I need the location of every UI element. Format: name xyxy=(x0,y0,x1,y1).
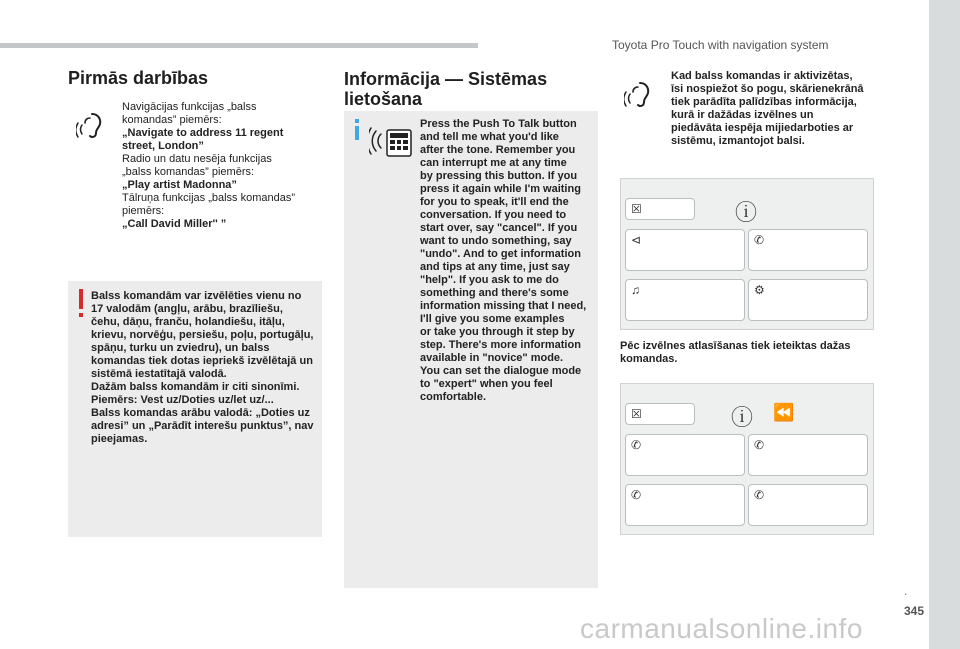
info-line: or take you through it step by xyxy=(420,326,575,338)
page-number: 345 xyxy=(904,604,925,618)
warning-line: Piemērs: Vest uz/Doties uz/let uz/... xyxy=(91,394,274,406)
info-line: conversation. If you need to xyxy=(420,209,567,221)
section-title-info: Informācija — Sistēmas lietošana xyxy=(344,69,548,109)
media-menu-button[interactable] xyxy=(625,279,745,321)
warning-mark-dot xyxy=(79,313,83,317)
command-button-2[interactable] xyxy=(748,434,868,476)
warning-line: pieejamas. xyxy=(91,433,148,445)
command-button-3[interactable] xyxy=(625,484,745,526)
intro-line: piedāvāta iespēja mijiedarboties ar xyxy=(671,122,854,134)
touchscreen-command-menu xyxy=(620,383,874,535)
command-line: street, London” xyxy=(122,140,204,152)
phone-icon: ✆ xyxy=(754,488,765,502)
push-to-talk-help-text xyxy=(420,118,595,404)
command-line: Navigācijas funkcijas „balss xyxy=(122,101,257,113)
section-title-first-steps: Pirmās darbības xyxy=(68,68,209,88)
info-icon[interactable]: ⓘ xyxy=(735,200,758,225)
voice-command-examples xyxy=(122,101,317,231)
info-line: and tips at any time, just say xyxy=(420,261,570,273)
after-menu-line: Pēc izvēlnes atlasīšanas tiek ieteiktas dažas xyxy=(620,340,851,352)
info-line: comfortable. xyxy=(420,391,487,403)
touchscreen-help-menu xyxy=(620,178,874,330)
voice-command-icon-right xyxy=(624,80,654,110)
command-line: Tālruņa funkcijas „balss komandas” xyxy=(122,192,296,204)
command-button-1[interactable] xyxy=(625,434,745,476)
info-line: "help". If you ask to me do xyxy=(420,274,559,286)
info-line: want to undo something, say xyxy=(420,235,572,247)
intro-line: tiek parādīta palīdzības informācija, xyxy=(671,96,857,108)
command-line: „Call David Miller'' ” xyxy=(122,218,227,230)
after-menu-line: komandas. xyxy=(620,353,678,365)
command-line: „Navigate to address 11 regent xyxy=(122,127,284,139)
navigation-icon: ⊲ xyxy=(631,233,642,247)
cancel-icon: ☒ xyxy=(631,202,642,216)
warning-mark xyxy=(79,289,83,309)
warning-line: 17 valodām (angļu, arābu, brazīliešu, xyxy=(91,303,283,315)
info-line: available in "novice" mode. xyxy=(420,352,564,364)
info-line: after the tone. Remember you xyxy=(420,144,576,156)
info-line: can interrupt me at any time xyxy=(420,157,567,169)
command-line: Radio un datu nesēja funkcijas xyxy=(122,153,272,165)
phone-icon: ✆ xyxy=(754,438,765,452)
warning-line: komandas tiek dotas iepriekš izvēlētajā un xyxy=(91,355,313,367)
warning-line: Balss komandas arābu valodā: „Doties uz xyxy=(91,407,310,419)
navigation-menu-button[interactable] xyxy=(625,229,745,271)
voice-command-icon xyxy=(76,111,106,141)
settings-menu-button[interactable] xyxy=(748,279,868,321)
info-line: You can set the dialogue mode xyxy=(420,365,582,377)
watermark: carmanualsonline.info xyxy=(580,613,863,644)
info-line: and tell me what you'd like xyxy=(420,131,559,143)
intro-line: īsi nospiežot šo pogu, skārienekrānā xyxy=(671,83,864,95)
cancel-button[interactable] xyxy=(625,403,695,425)
intro-line: kurā ir dažādas izvēlnes un xyxy=(671,109,814,121)
info-line: something and there's some xyxy=(420,287,569,299)
info-line: by pressing this button. If you xyxy=(420,170,578,182)
info-line: I'll give you some examples xyxy=(420,313,565,325)
info-line: step. There's more information xyxy=(420,339,581,351)
push-to-talk-icon xyxy=(369,124,413,162)
phone-icon: ✆ xyxy=(631,488,642,502)
command-line: komandas” piemērs: xyxy=(122,114,222,126)
settings-icon: ⚙ xyxy=(754,283,765,297)
warning-line: Dažām balss komandām ir citi sinonīmi. xyxy=(91,381,300,393)
back-icon[interactable]: ⏪ xyxy=(773,403,795,422)
command-button-4[interactable] xyxy=(748,484,868,526)
header-rule xyxy=(0,43,478,48)
info-line: for you to speak, it'll end the xyxy=(420,196,569,208)
header-title: Toyota Pro Touch with navigation system xyxy=(612,38,829,52)
warning-line: čehu, dāņu, franču, holandiešu, itāļu, xyxy=(91,316,285,328)
page-edge-strip xyxy=(929,0,960,649)
warning-line: Balss komandām var izvēlēties vienu no xyxy=(91,290,302,302)
intro-line: Kad balss komandas ir aktivizētas, xyxy=(671,70,853,82)
phone-icon: ✆ xyxy=(754,233,765,247)
intro-line: sistēmu, izmantojot balsi. xyxy=(671,135,805,147)
language-warning-text xyxy=(91,290,319,446)
info-icon[interactable]: ⓘ xyxy=(731,405,754,430)
voice-help-intro-text xyxy=(671,70,881,148)
info-line: start over, say "cancel". If you xyxy=(420,222,578,234)
cancel-button[interactable] xyxy=(625,198,695,220)
info-line: press it again while I'm waiting xyxy=(420,183,581,195)
warning-line: sistēmā iestatītajā valodā. xyxy=(91,368,227,380)
phone-icon: ✆ xyxy=(631,438,642,452)
phone-menu-button[interactable] xyxy=(748,229,868,271)
info-line: information missing that I need, xyxy=(420,300,587,312)
command-line: piemērs: xyxy=(122,205,165,217)
info-line: "undo". And to get information xyxy=(420,248,581,260)
info-line: Press the Push To Talk button xyxy=(420,118,577,130)
warning-line: krievu, norvēģu, persiešu, poļu, portugāļu, xyxy=(91,329,314,341)
page-marker-dot: . xyxy=(904,584,908,598)
warning-line: spāņu, turku un zviedru), un balss xyxy=(91,342,270,354)
menu-selection-text xyxy=(620,340,870,366)
warning-line: adresi” un „Parādīt interešu punktus”, nav xyxy=(91,420,314,432)
info-line: to "expert" when you feel xyxy=(420,378,553,390)
command-line: „Play artist Madonna” xyxy=(122,179,237,191)
command-line: „balss komandas” piemērs: xyxy=(122,166,255,178)
music-icon: ♫ xyxy=(631,283,640,297)
cancel-icon: ☒ xyxy=(631,407,642,421)
